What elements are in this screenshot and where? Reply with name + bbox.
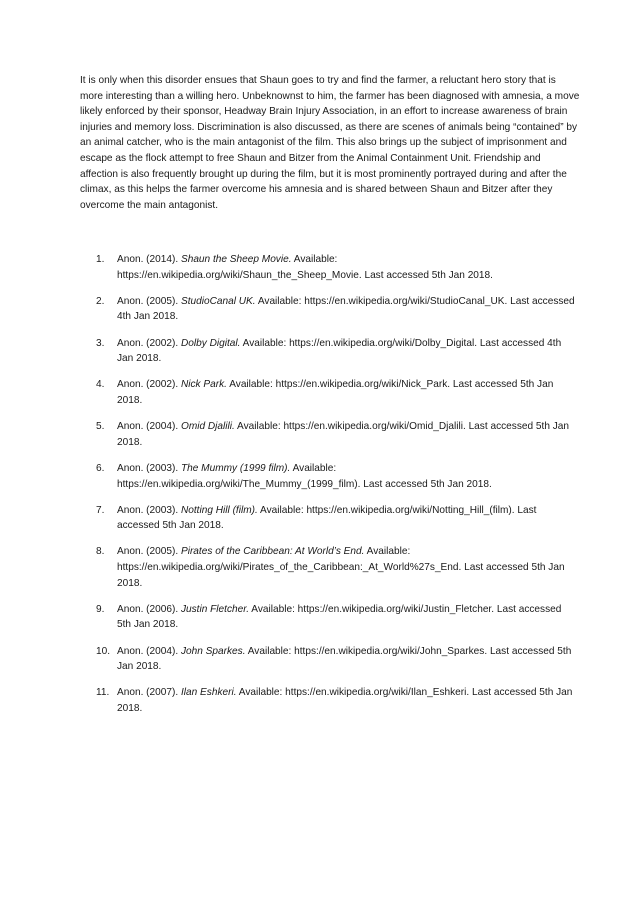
reference-author-year: Anon. (2006). [117, 603, 181, 615]
reference-number: 10. [96, 645, 111, 657]
reference-item [96, 336, 576, 367]
reference-number: 5. [96, 421, 105, 433]
reference-title: Justin Fletcher. [180, 603, 250, 615]
reference-title: Shaun the Sheep Movie. [180, 254, 292, 265]
reference-item [96, 252, 576, 283]
reference-number: 7. [96, 504, 105, 516]
reference-number: 9. [96, 603, 105, 615]
reference-author-year: Anon. (2004). [117, 421, 181, 433]
reference-title: Omid Djalili. [180, 421, 235, 433]
reference-title: Nick Park. [180, 379, 227, 391]
reference-number: 8. [96, 546, 105, 558]
reference-number: 6. [96, 462, 105, 474]
reference-text [117, 379, 553, 406]
reference-text [117, 604, 561, 631]
reference-text [117, 296, 575, 323]
reference-item [96, 377, 576, 408]
reference-author-year: Anon. (2005). [117, 295, 181, 307]
reference-source: Available: https://en.wikipedia.org/wiki/John_Sparkes. Last accessed 5th Jan 2018. [117, 645, 572, 673]
reference-item [96, 461, 576, 492]
reference-item [96, 602, 576, 633]
reference-author-year: Anon. (2014). [117, 254, 181, 265]
reference-item [96, 294, 576, 325]
reference-title: Notting Hill (film). [180, 504, 258, 516]
reference-author-year: Anon. (2002). [117, 379, 181, 391]
reference-text [117, 505, 536, 532]
reference-title: Dolby Digital. [180, 337, 241, 349]
reference-source: Available: https://en.wikipedia.org/wiki/Ilan_Eshkeri. Last accessed 5th Jan 2018. [117, 687, 573, 714]
reference-item [96, 544, 576, 591]
reference-text [117, 463, 492, 490]
reference-title: Ilan Eshkeri. [180, 687, 237, 699]
reference-item [96, 685, 576, 716]
reference-text [117, 421, 569, 448]
reference-text [117, 687, 572, 714]
reference-source: Available: https://en.wikipedia.org/wiki/StudioCanal_UK. Last accessed 4th Jan 2018. [117, 295, 575, 323]
reference-item [96, 503, 576, 534]
reference-source: Available: https://en.wikipedia.org/wiki/The_Mummy_(1999_film). Last accessed 5th Jan 2018. [117, 462, 492, 490]
reference-title: John Sparkes. [180, 645, 246, 657]
reference-number: 1. [96, 254, 105, 265]
reference-author-year: Anon. (2007). [117, 687, 181, 699]
reference-number: 11. [96, 687, 110, 699]
reference-title: Pirates of the Caribbean: At World’s End. [180, 546, 365, 558]
reference-text [117, 254, 493, 281]
reference-source: Available: https://en.wikipedia.org/wiki/Shaun_the_Sheep_Movie. Last accessed 5th Jan 2018. [117, 254, 493, 281]
reference-item [96, 644, 576, 675]
reference-item [96, 419, 576, 450]
reference-author-year: Anon. (2002). [117, 337, 181, 349]
reference-text [117, 646, 571, 673]
reference-source: Available: https://en.wikipedia.org/wiki/Nick_Park. Last accessed 5th Jan 2018. [117, 379, 554, 406]
reference-title: StudioCanal UK. [180, 295, 256, 307]
reference-text [117, 338, 561, 365]
body-paragraph: It is only when this disorder ensues that Shaun goes to try and find the farmer, a reluctant hero story that is more interesting than a willing hero. Unbeknownst to him, the farmer has been diagnosed with amnesia, a move likely enforced by their sponsor, Headway Brain Injury Association, in an effort to increase awareness of brain injuries and memory loss. Discrimination is also discussed, as there are scenes of animals being “contained” by an animal catcher, who is the main antagonist of the film. This also brings up the subject of imprisonment and escape as the flock attempt to free Shaun and Bitzer from the Animal Containment Unit. Friendship and affection is also frequently brought up during the film, but it is most prominently portrayed during and after the climax, as this helps the farmer overcome his amnesia and is shared between Shaun and Bitzer after they overcome the main antagonist. [80, 75, 580, 211]
reference-author-year: Anon. (2004). [117, 645, 181, 657]
reference-number: 4. [96, 379, 105, 391]
reference-title: The Mummy (1999 film). [180, 462, 291, 474]
reference-source: Available: https://en.wikipedia.org/wiki/Justin_Fletcher. Last accessed 5th Jan 2018. [117, 603, 562, 631]
reference-author-year: Anon. (2005). [117, 546, 181, 558]
reference-number: 2. [96, 295, 105, 307]
reference-text [117, 546, 565, 588]
reference-source: Available: https://en.wikipedia.org/wiki/Omid_Djalili. Last accessed 5th Jan 2018. [117, 421, 570, 448]
reference-number: 3. [96, 337, 105, 349]
reference-source: Available: https://en.wikipedia.org/wiki/Dolby_Digital. Last accessed 4th Jan 2018. [117, 337, 562, 365]
reference-author-year: Anon. (2003). [117, 462, 181, 474]
reference-author-year: Anon. (2003). [117, 504, 181, 516]
references-list [96, 252, 576, 727]
reference-source: Available: https://en.wikipedia.org/wiki/Pirates_of_the_Caribbean:_At_World%27s_End. Last accessed 5th Jan 2018. [117, 546, 565, 589]
reference-source: Available: https://en.wikipedia.org/wiki/Notting_Hill_(film). Last accessed 5th Jan 2018. [117, 504, 537, 532]
